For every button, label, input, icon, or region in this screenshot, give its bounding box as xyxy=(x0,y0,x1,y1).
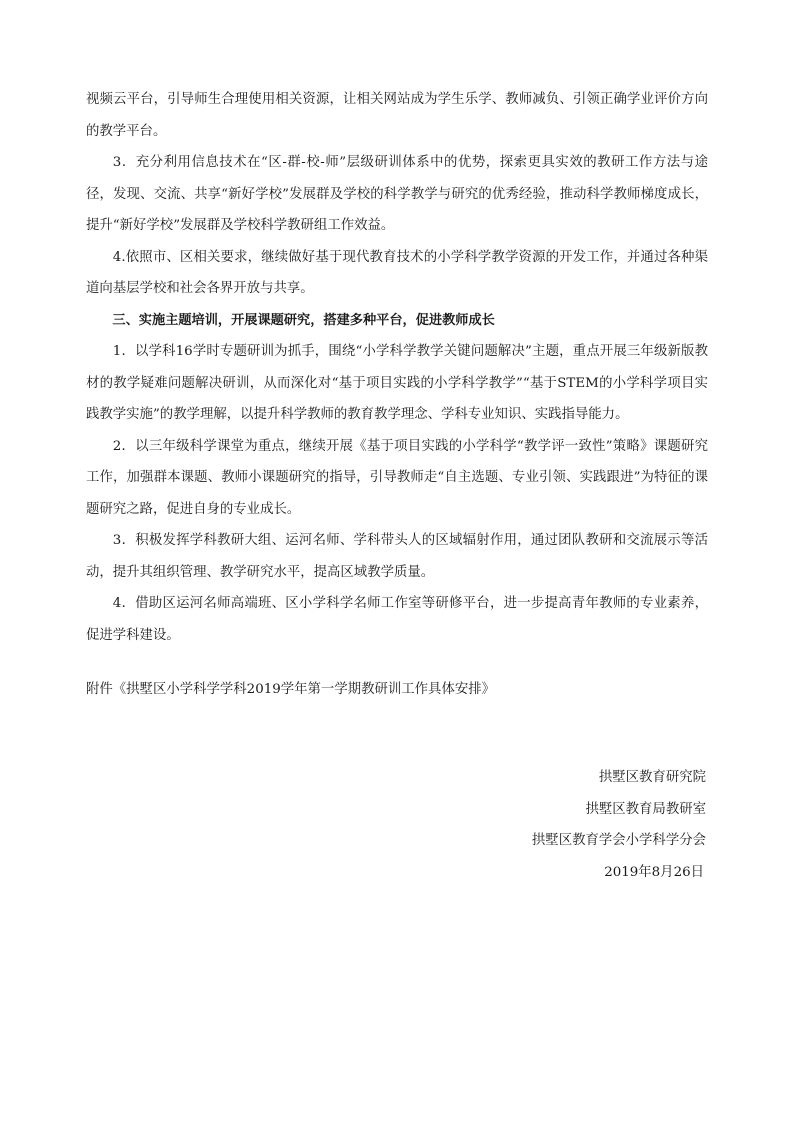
signature-org-science-branch: 拱墅区教育学会小学科学分会 xyxy=(531,833,706,848)
paragraph-item-3: 3．充分利用信息技术在“区-群-校-师”层级研训体系中的优势，探索更具实效的教研工作方法与途径，发现、交流、共享“新好学校”发展群及学校的科学教学与研究的优秀经验，推动科学教师梯度成长，提升“新好学校”发展群及学校科学教研组工作效益。 xyxy=(86,155,708,233)
paragraph-item-1: 1．以学科16学时专题研训为抓手，围绕“小学科学教学关键问题解决”主题，重点开展三年级新版教材的教学疑难问题解决研训，从而深化对“基于项目实践的小学科学教学”“基于STEM的小学科学项目实践教学实施”的教学理解，以提升科学教师的教育教学理念、学科专业知识、实践指导能力。 xyxy=(86,344,708,422)
document-body xyxy=(86,84,708,706)
paragraph-item-4: 4.依照市、区相关要求，继续做好基于现代教育技术的小学科学教学资源的开发工作，并通过各种渠道向基层学校和社会各界开放与共享。 xyxy=(86,249,708,296)
signature-date: 2019年8月26日 xyxy=(604,864,704,880)
signature-org-teaching-office: 拱墅区教育局教研室 xyxy=(585,801,706,817)
section-heading: 三、实施主题培训，开展课题研究，搭建多种平台，促进教师成长 xyxy=(112,312,495,328)
signature-block xyxy=(532,762,706,888)
signature-org-research-institute: 拱墅区教育研究院 xyxy=(598,770,706,785)
paragraph-continuation: 视频云平台，引导师生合理使用相关资源，让相关网站成为学生乐学、教师减负、引领正确学业评价方向的教学平台。 xyxy=(86,92,708,139)
paragraph-item-4b: 4．借助区运河名师高端班、区小学科学名师工作室等研修平台，进一步提高青年教师的专业素养，促进学科建设。 xyxy=(86,596,708,643)
paragraph-item-3b: 3．积极发挥学科教研大组、运河名师、学科带头人的区域辐射作用，通过团队教研和交流展示等活动，提升其组织管理、教学研究水平，提高区域教学质量。 xyxy=(86,533,708,580)
attachment-note: 附件《拱墅区小学科学学科2019学年第一学期教研训工作具体安排》 xyxy=(86,682,496,697)
paragraph-item-2: 2．以三年级科学课堂为重点，继续开展《基于项目实践的小学科学“教学评一致性”策略》课题研究工作，加强群本课题、教师小课题研究的指导，引导教师走“自主选题、专业引领、实践跟进”为特征的课题研究之路，促进自身的专业成长。 xyxy=(86,438,708,517)
